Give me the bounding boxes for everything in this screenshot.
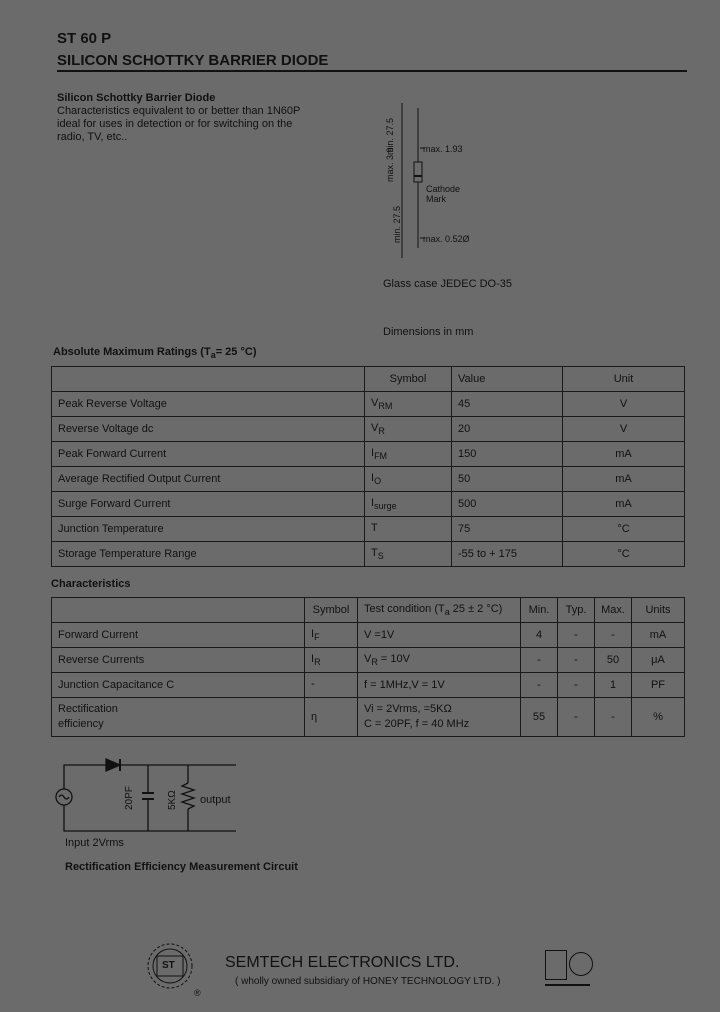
intro-heading: Silicon Schottky Barrier Diode xyxy=(57,92,216,104)
table-row: Rectification efficiency η Vi = 2Vrms, =5KΩ C = 20PF, f = 40 MHz 55 - - % xyxy=(52,698,685,737)
table-row: Reverse Voltage dc $V_R$ 20 V xyxy=(52,417,685,442)
table-row: Forward Current $I_F$ V =1V 4 - - mA xyxy=(52,623,685,648)
col-symbol: Symbol xyxy=(365,367,452,392)
wire xyxy=(64,805,236,831)
col-unit: Unit xyxy=(563,367,685,392)
col-symbol: Symbol xyxy=(305,598,358,623)
certification-seal xyxy=(545,950,567,980)
intro-line: ideal for uses in detection or for switching on the xyxy=(57,118,293,130)
characteristics-table xyxy=(51,597,685,737)
ratings-table xyxy=(51,366,685,567)
diode-symbol xyxy=(106,759,120,771)
table-header-row xyxy=(52,367,685,392)
company-name: SEMTECH ELECTRONICS LTD. xyxy=(225,954,460,971)
col-test-condition: Test condition ($T_a$ 25 ± 2 °C) xyxy=(358,598,521,623)
table-row: Peak Forward Current $I_{FM}$ 150 mA xyxy=(52,442,685,467)
logo-text: ST xyxy=(162,960,175,971)
table-row: Junction Temperature T 75 °C xyxy=(52,517,685,542)
input-label: Input 2Vrms xyxy=(65,837,124,849)
wire xyxy=(64,765,106,789)
dim-wire: max. 0.52Ø xyxy=(423,234,470,244)
dim-lead-dia: max. 1.93 xyxy=(423,144,463,154)
dim-body: max. 3.9 xyxy=(385,147,395,182)
table-row: Storage Temperature Range $T_S$ -55 to + 175 °C xyxy=(52,542,685,567)
table-row: Average Rectified Output Current $I_O$ 50 mA xyxy=(52,467,685,492)
cathode-mark-label: Mark xyxy=(426,194,446,204)
col-units: Units xyxy=(632,598,685,623)
registered-mark: ® xyxy=(194,988,201,998)
dim-top-lead: min. 27.5 xyxy=(385,117,395,155)
col-max: Max. xyxy=(595,598,632,623)
header-rule xyxy=(57,70,687,72)
characteristics-title: Characteristics xyxy=(51,578,131,590)
resistor-symbol xyxy=(182,783,194,809)
dims-note: Dimensions in mm xyxy=(383,326,474,338)
sine-glyph xyxy=(59,795,69,799)
device-name: SILICON SCHOTTKY BARRIER DIODE xyxy=(57,52,329,69)
subsidiary-note: ( wholly owned subsidiary of HONEY TECHNOLOGY LTD. ) xyxy=(235,976,501,987)
output-label: output xyxy=(200,794,231,806)
certification-seal xyxy=(569,952,593,976)
table-row: Junction Capacitance C - f = 1MHz,V = 1V - - 1 PF xyxy=(52,673,685,698)
seal-underline xyxy=(545,984,590,986)
intro-line: radio, TV, etc.. xyxy=(57,131,128,143)
resistor-label: 5KΩ xyxy=(167,790,178,810)
circuit-caption: Rectification Efficiency Measurement Circuit xyxy=(65,861,298,873)
col-typ: Typ. xyxy=(558,598,595,623)
table-row: Peak Reverse Voltage $V_{RM}$ 45 V xyxy=(52,392,685,417)
case-type: Glass case JEDEC DO-35 xyxy=(383,278,512,290)
intro-line: Characteristics equivalent to or better than 1N60P xyxy=(57,105,301,117)
table-row: Surge Forward Current $I_{surge}$ 500 mA xyxy=(52,492,685,517)
col-min: Min. xyxy=(521,598,558,623)
col-value: Value xyxy=(452,367,563,392)
ratings-title: Absolute Maximum Ratings ($T_a= 25$ °C) xyxy=(53,346,257,361)
table-header-row xyxy=(52,598,685,623)
part-number: ST 60 P xyxy=(57,30,112,47)
table-row: Reverse Currents $I_R$ $V_R = 10V$ - - 50 μA xyxy=(52,648,685,673)
capacitor-label: 20PF xyxy=(124,786,135,810)
cathode-mark-label: Cathode xyxy=(426,184,461,194)
dim-bottom-lead: min. 27.5 xyxy=(392,205,402,243)
diode-body xyxy=(414,162,422,182)
